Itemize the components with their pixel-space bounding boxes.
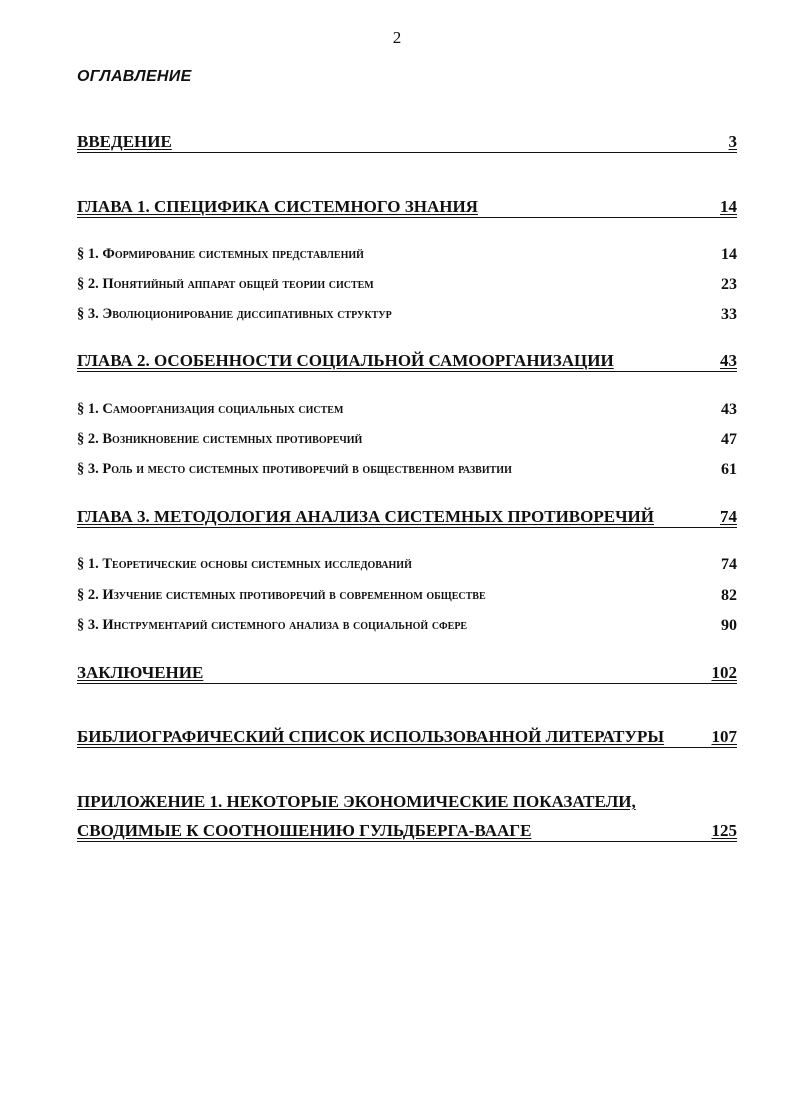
page-number: 2 (392, 28, 402, 47)
toc-entry-label: ЗАКЛЮЧЕНИЕ (77, 663, 204, 682)
toc-entry-ch1-section-3[interactable] (77, 306, 737, 323)
toc-entry-page: 74 (720, 507, 737, 526)
toc-entry-appendix-line-1[interactable]: ПРИЛОЖЕНИЕ 1. НЕКОТОРЫЕ ЭКОНОМИЧЕСКИЕ ПОКАЗАТЕЛИ, (77, 792, 636, 811)
toc-entry-intro[interactable] (77, 133, 737, 153)
toc-entry-page: 61 (721, 461, 737, 478)
toc-entry-ch2-section-2[interactable] (77, 431, 737, 448)
toc-entry-chapter-2[interactable] (77, 352, 737, 372)
toc-title: ОГЛАВЛЕНИЕ (77, 68, 192, 85)
toc-entry-ch3-section-3[interactable] (77, 617, 737, 634)
toc-entry-label: § 1. Теоретические основы системных исследований (77, 556, 412, 572)
toc-entry-label: СВОДИМЫЕ К СООТНОШЕНИЮ ГУЛЬДБЕРГА-ВААГЕ (77, 821, 532, 840)
toc-entry-page: 43 (721, 401, 737, 418)
toc-entry-appendix[interactable] (77, 822, 737, 842)
toc-entry-label: § 2. Понятийный аппарат общей теории систем (77, 276, 374, 292)
toc-entry-label: § 2. Изучение системных противоречий в современном обществе (77, 587, 486, 603)
toc-entry-page: 43 (720, 351, 737, 370)
toc-entry-conclusion[interactable] (77, 664, 737, 684)
toc-entry-label: ВВЕДЕНИЕ (77, 132, 172, 151)
toc-entry-label: § 1. Формирование системных представлений (77, 246, 364, 262)
toc-entry-label: ГЛАВА 3. МЕТОДОЛОГИЯ АНАЛИЗА СИСТЕМНЫХ ПРОТИВОРЕЧИЙ (77, 507, 655, 526)
toc-entry-page: 125 (711, 821, 737, 840)
toc-entry-page: 82 (721, 587, 737, 604)
toc-entry-chapter-3[interactable] (77, 508, 737, 528)
toc-entry-label: ГЛАВА 2. ОСОБЕННОСТИ СОЦИАЛЬНОЙ САМООРГАНИЗАЦИИ (77, 351, 614, 370)
toc-entry-label: § 1. Самоорганизация социальных систем (77, 401, 344, 417)
toc-entry-ch2-section-1[interactable] (77, 401, 737, 418)
toc-entry-page: 90 (721, 617, 737, 634)
toc-entry-ch1-section-2[interactable] (77, 276, 737, 293)
toc-entry-label: § 2. Возникновение системных противоречий (77, 431, 363, 447)
toc-entry-bibliography[interactable] (77, 728, 737, 748)
toc-entry-chapter-1[interactable] (77, 198, 737, 218)
toc-entry-label: ГЛАВА 1. СПЕЦИФИКА СИСТЕМНОГО ЗНАНИЯ (77, 197, 478, 216)
toc-entry-ch3-section-2[interactable] (77, 587, 737, 604)
toc-entry-label: § 3. Эволюционирование диссипативных структур (77, 306, 392, 322)
toc-entry-page: 14 (720, 197, 737, 216)
toc-entry-page: 102 (711, 663, 737, 682)
toc-entry-ch2-section-3[interactable] (77, 461, 737, 478)
toc-entry-page: 74 (721, 556, 737, 573)
toc-entry-page: 47 (721, 431, 737, 448)
toc-entry-label: БИБЛИОГРАФИЧЕСКИЙ СПИСОК ИСПОЛЬЗОВАННОЙ ЛИТЕРАТУРЫ (77, 727, 665, 746)
toc-entry-page: 14 (721, 246, 737, 263)
toc-entry-page: 33 (721, 306, 737, 323)
toc-entry-ch1-section-1[interactable] (77, 246, 737, 263)
toc-entry-label: § 3. Инструментарий системного анализа в социальной сфере (77, 617, 468, 633)
toc-entry-page: 107 (711, 727, 737, 746)
toc-entry-page: 3 (728, 132, 737, 151)
toc-entry-label: § 3. Роль и место системных противоречий в общественном развитии (77, 461, 512, 477)
toc-entry-ch3-section-1[interactable] (77, 556, 737, 573)
toc-entry-page: 23 (721, 276, 737, 293)
